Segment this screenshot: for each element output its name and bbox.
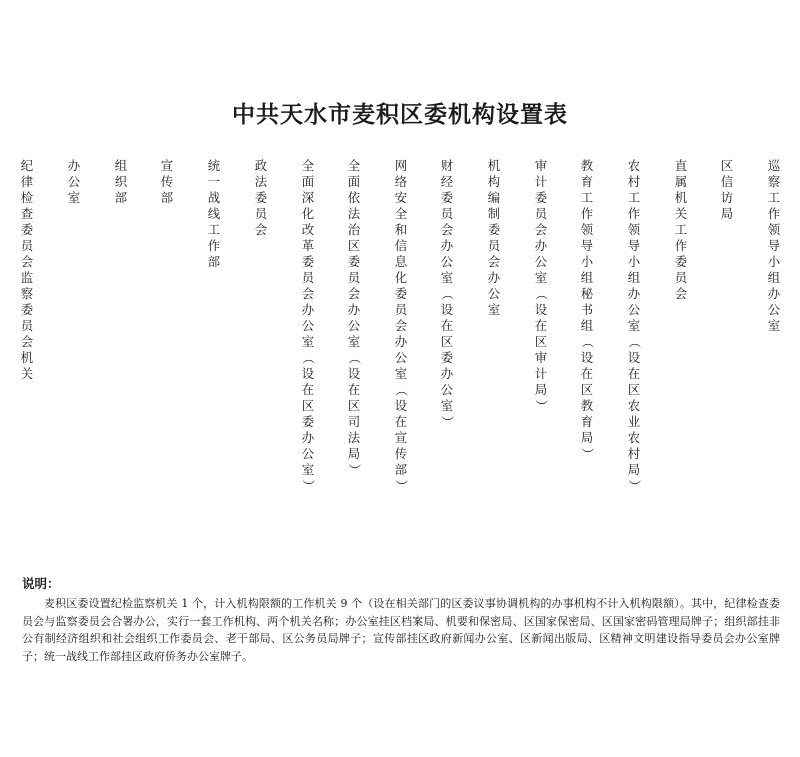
org-unit-column: 网 络 安 全 和 信 息 化 委 员 会 办 公 室 （ 设 在 宣 传 部 ） — [394, 158, 409, 493]
org-structure-columns — [0, 158, 800, 558]
notes-text: 麦积区委设置纪检监察机关 1 个，计入机构限额的工作机关 9 个（设在相关部门的区委议事协调机构的办事机构不计入机构限额）。其中，纪律检查委员会与监察委员会合署办公，实行一套工作机构、两个机关名称；办公室挂区档案局、机要和保密局、区国家保密局、区国家密码管理局牌子；组织部挂非公有制经济组织和社会组织工作委员会、老干部局、区公务员局牌子；宣传部挂区政府新闻办公室、区新闻出版局、区精神文明建设指导委员会办公室牌子；统一战线工作部挂区政府侨务办公室牌子。 — [22, 597, 780, 663]
org-unit-column: 政 法 委 员 会 — [254, 158, 268, 237]
org-unit-column: 组 织 部 — [114, 158, 128, 205]
org-unit-column: 全 面 依 法 治 区 委 员 会 办 公 室 （ 设 在 区 司 法 局 ） — [347, 158, 362, 477]
org-unit-column: 审 计 委 员 会 办 公 室 （ 设 在 区 审 计 局 ） — [534, 158, 549, 413]
org-unit-column: 农 村 工 作 领 导 小 组 办 公 室 （ 设 在 区 农 业 农 村 局 ） — [627, 158, 642, 493]
org-unit-column: 办 公 室 — [67, 158, 81, 205]
notes-section — [22, 574, 780, 665]
notes-label: 说明： — [22, 576, 60, 591]
org-unit-column: 区 信 访 局 — [720, 158, 734, 221]
org-unit-column: 全 面 深 化 改 革 委 员 会 办 公 室 （ 设 在 区 委 办 公 室 ） — [301, 158, 316, 493]
org-unit-column: 宣 传 部 — [160, 158, 174, 205]
org-unit-column: 直 属 机 关 工 作 委 员 会 — [674, 158, 688, 301]
page-title: 中共天水市麦积区委机构设置表 — [232, 101, 568, 128]
org-unit-column: 巡 察 工 作 领 导 小 组 办 公 室 — [767, 158, 781, 333]
org-unit-column: 统 一 战 线 工 作 部 — [207, 158, 221, 269]
org-unit-column: 教 育 工 作 领 导 小 组 秘 书 组 （ 设 在 区 教 育 局 ） — [580, 158, 595, 461]
org-unit-column: 机 构 编 制 委 员 会 办 公 室 — [487, 158, 501, 317]
org-unit-column: 财 经 委 员 会 办 公 室 （ 设 在 区 委 办 公 室 ） — [440, 158, 455, 429]
org-unit-column: 纪 律 检 查 委 员 会 监 察 委 员 会 机 关 — [20, 158, 34, 381]
